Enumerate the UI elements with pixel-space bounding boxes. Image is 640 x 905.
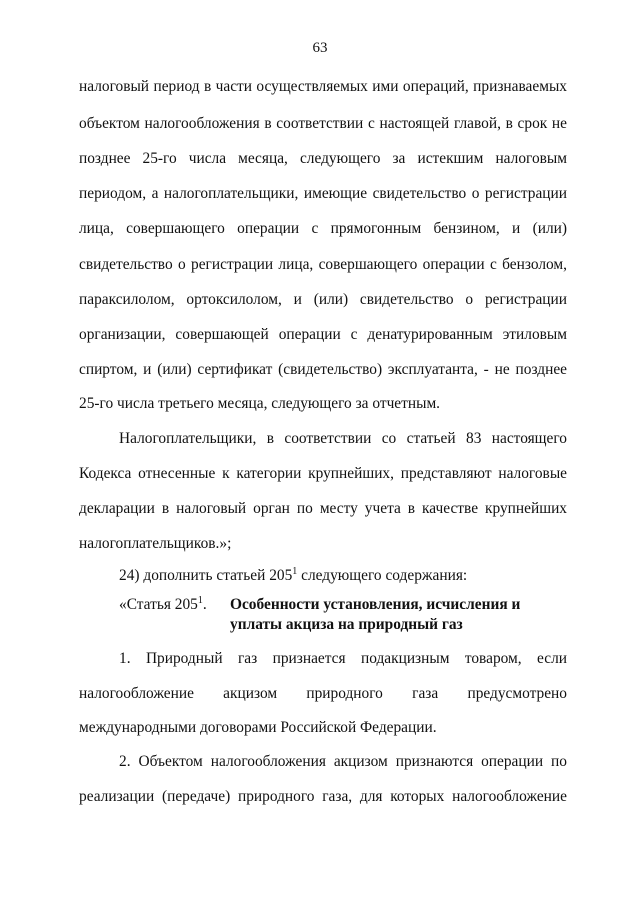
paragraph-line: свидетельство о регистрации лица, совершающего операции с бензолом, [79,256,567,273]
paragraph-line: параксилолом, ортоксилолом, и (или) свидетельство о регистрации [79,291,567,308]
item-text: 24) дополнить статьей 205 [119,567,293,584]
article-title [230,595,530,635]
page-number: 63 [312,40,328,56]
paragraph-line: организации, совершающей операции с денатурированным этиловым [79,326,567,343]
paragraph-line: налоговый период в части осуществляемых ими операций, признаваемых [79,78,567,95]
paragraph-line: периодом, а налогоплательщики, имеющие свидетельство о регистрации [79,185,567,202]
paragraph-line: реализации (передаче) природного газа, для которых налогообложение [79,788,567,805]
item-superscript: 1 [292,566,298,577]
paragraph-line: спиртом, и (или) сертификат (свидетельство) эксплуатанта, - не позднее [79,361,567,378]
item-tail: следующего содержания: [297,567,468,584]
paragraph-line: 2. Объектом налогообложения акцизом признаются операции по [119,753,567,770]
paragraph-line: Кодекса отнесенные к категории крупнейших, представляют налоговые [79,465,567,482]
amendment-item-24 [119,566,567,586]
article-number: «Статья $205^1$. [119,595,207,613]
paragraph-line: декларации в налоговый орган по месту учета в качестве крупнейших [79,500,567,517]
paragraph-line: налогообложение акцизом природного газа предусмотрено [79,685,567,702]
article-title-line: уплаты акциза на природный газ [230,616,463,633]
paragraph-line: Налогоплательщики, в соответствии со статьей 83 настоящего [119,430,567,447]
paragraph-line: лица, совершающего операции с прямогонным бензином, и (или) [79,220,567,237]
paragraph-line: международными договорами Российской Федерации. [79,719,437,736]
paragraph-line: позднее 25-го числа месяца, следующего за истекшим налоговым [79,150,567,167]
paragraph-line: 1. Природный газ признается подакцизным товаром, если [119,650,567,667]
article-title-line: Особенности установления, исчисления и [230,596,521,613]
paragraph-line: налогоплательщиков.»; [79,535,232,552]
paragraph-line: 25-го числа третьего месяца, следующего за отчетным. [79,395,441,412]
paragraph-line: объектом налогообложения в соответствии с настоящей главой, в срок не [79,115,567,132]
